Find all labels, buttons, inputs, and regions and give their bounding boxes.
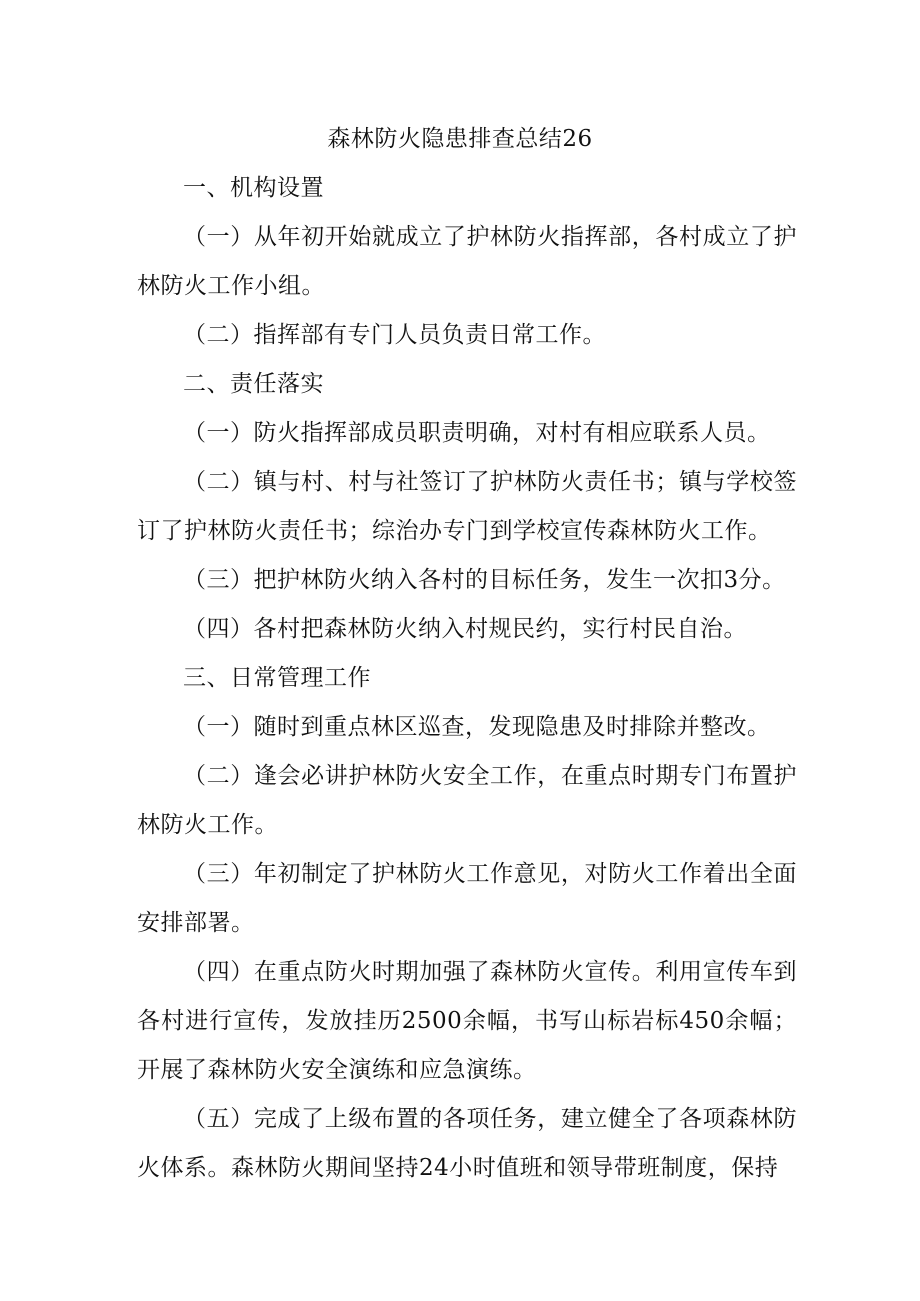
paragraph: （二）逢会必讲护林防火安全工作，在重点时期专门布置护林防火工作。 [137, 763, 797, 838]
paragraph: （四）在重点防火时期加强了森林防火宣传。利用宣传车到各村进行宣传，发放挂历2500余幅，书写山标岩标450余幅；开展了森林防火安全演练和应急演练。 [137, 959, 797, 1083]
section-heading: 二、责任落实 [183, 371, 324, 397]
paragraph: （五）完成了上级布置的各项任务，建立健全了各项森林防火体系。森林防火期间坚持24小时值班和领导带班制度，保持 [137, 1106, 797, 1181]
paragraph: （一）从年初开始就成立了护林防火指挥部，各村成立了护林防火工作小组。 [137, 224, 797, 299]
document-body [137, 164, 797, 1193]
paragraph: （一）随时到重点林区巡查，发现隐患及时排除并整改。 [183, 714, 771, 740]
section-heading: 三、日常管理工作 [183, 665, 371, 691]
section-heading: 一、机构设置 [183, 175, 324, 201]
paragraph: （一）防火指挥部成员职责明确，对村有相应联系人员。 [183, 420, 771, 446]
paragraph: （二）镇与村、村与社签订了护林防火责任书；镇与学校签订了护林防火责任书；综治办专门到学校宣传森林防火工作。 [137, 469, 797, 544]
paragraph: （四）各村把森林防火纳入村规民约，实行村民自治。 [183, 616, 747, 642]
document-title: 森林防火隐患排查总结26 [327, 126, 593, 152]
paragraph: （三）年初制定了护林防火工作意见，对防火工作着出全面安排部署。 [137, 861, 797, 936]
paragraph: （二）指挥部有专门人员负责日常工作。 [183, 322, 606, 348]
paragraph: （三）把护林防火纳入各村的目标任务，发生一次扣3分。 [183, 567, 786, 593]
